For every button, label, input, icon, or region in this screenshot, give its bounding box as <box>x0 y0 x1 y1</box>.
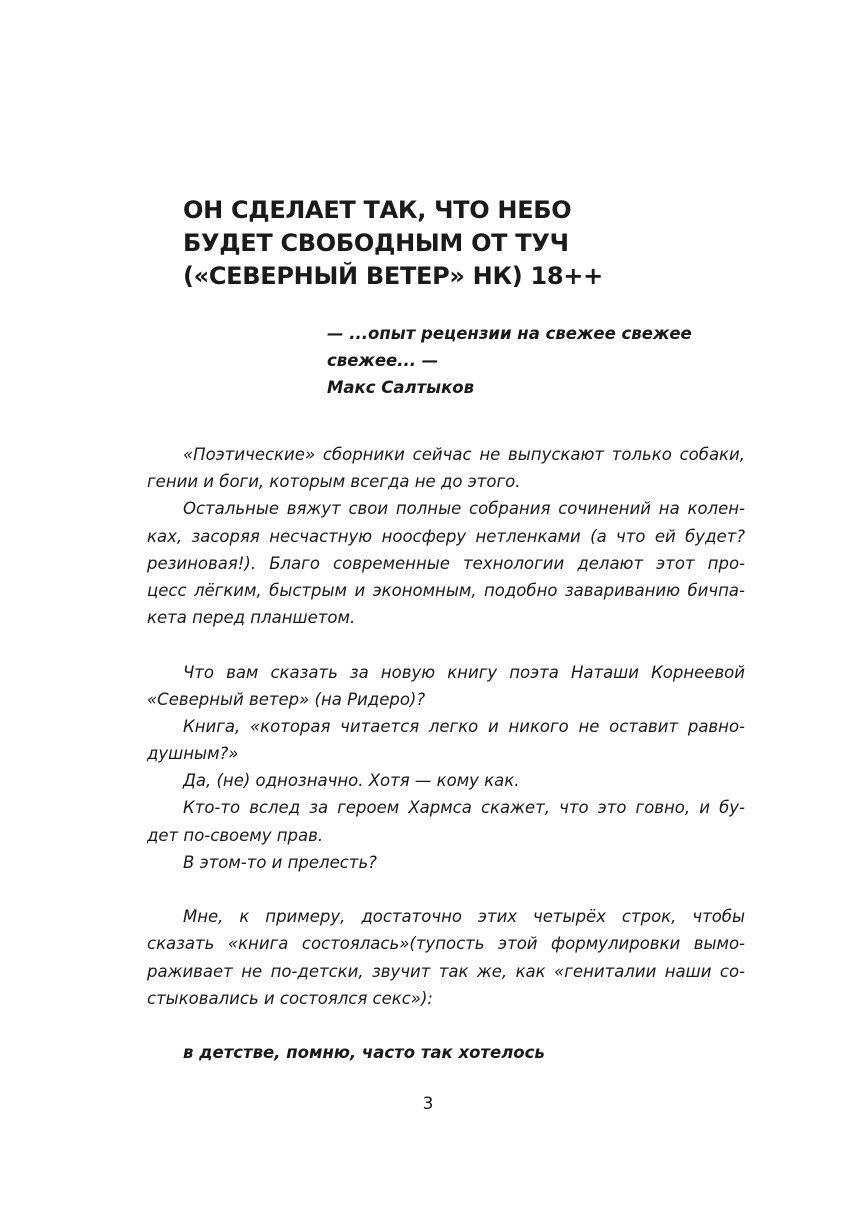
body-text <box>147 441 745 1066</box>
epigraph-line: — ...опыт рецензии на свежее свежее <box>327 324 692 343</box>
chapter-title <box>183 194 783 293</box>
text-line: ках, засоряя несчастную ноосферу нетленками (а что ей будет? <box>147 526 745 546</box>
text-line: душным?» <box>147 744 239 764</box>
text-line: цесс лёгким, быстрым и экономным, подобно завариванию бичпа- <box>147 580 745 600</box>
text-line: Остальные вяжут свои полные собрания сочинений на колен- <box>183 499 745 519</box>
text-line: Да, (не) однозначно. Хотя — кому как. <box>183 771 520 791</box>
text-line: «Северный ветер» (на Ридеро)? <box>147 689 426 709</box>
title-line: БУДЕТ СВОБОДНЫМ ОТ ТУЧ <box>183 229 569 257</box>
paragraph-gap <box>147 631 745 658</box>
epigraph-author: Макс Салтыков <box>327 378 475 397</box>
title-line: ОН СДЕЛАЕТ ТАК, ЧТО НЕБО <box>183 196 572 224</box>
text-line: Что вам сказать за новую книгу поэта Наташи Корнеевой <box>183 662 745 682</box>
text-line: Мне, к примеру, достаточно этих четырёх строк, чтобы <box>183 907 745 927</box>
title-line: («СЕВЕРНЫЙ ВЕТЕР» НК) 18++ <box>183 262 603 290</box>
epigraph-line: свежее... — <box>327 351 439 370</box>
paragraph-gap <box>147 876 745 903</box>
text-line: стыковались и состоялся секс»): <box>147 988 433 1008</box>
page-number: 3 <box>422 1094 434 1114</box>
text-line: В этом-то и прелесть? <box>183 852 377 872</box>
text-line: раживает не по-детски, звучит так же, как «гениталии наши со- <box>147 961 745 981</box>
poem-line: в детстве, помню, часто так хотелось <box>183 1043 545 1063</box>
text-line: сказать «книга состоялась»(тупость этой формулировки вымо- <box>147 934 745 954</box>
text-line: Кто-то вслед за героем Хармса скажет, что это говно, и бу- <box>183 798 745 818</box>
text-line: дет по-своему прав. <box>147 825 324 845</box>
text-line: Книга, «которая читается легко и никого не оставит равно- <box>183 716 745 736</box>
text-line: резиновая!). Благо современные технологии делают этот про- <box>147 553 745 573</box>
text-line: гении и боги, которым всегда не до этого. <box>147 472 521 492</box>
epigraph <box>327 320 747 401</box>
text-line: кета перед планшетом. <box>147 608 356 628</box>
text-line: «Поэтические» сборники сейчас не выпускают только собаки, <box>183 445 745 464</box>
paragraph-gap <box>147 1012 745 1039</box>
